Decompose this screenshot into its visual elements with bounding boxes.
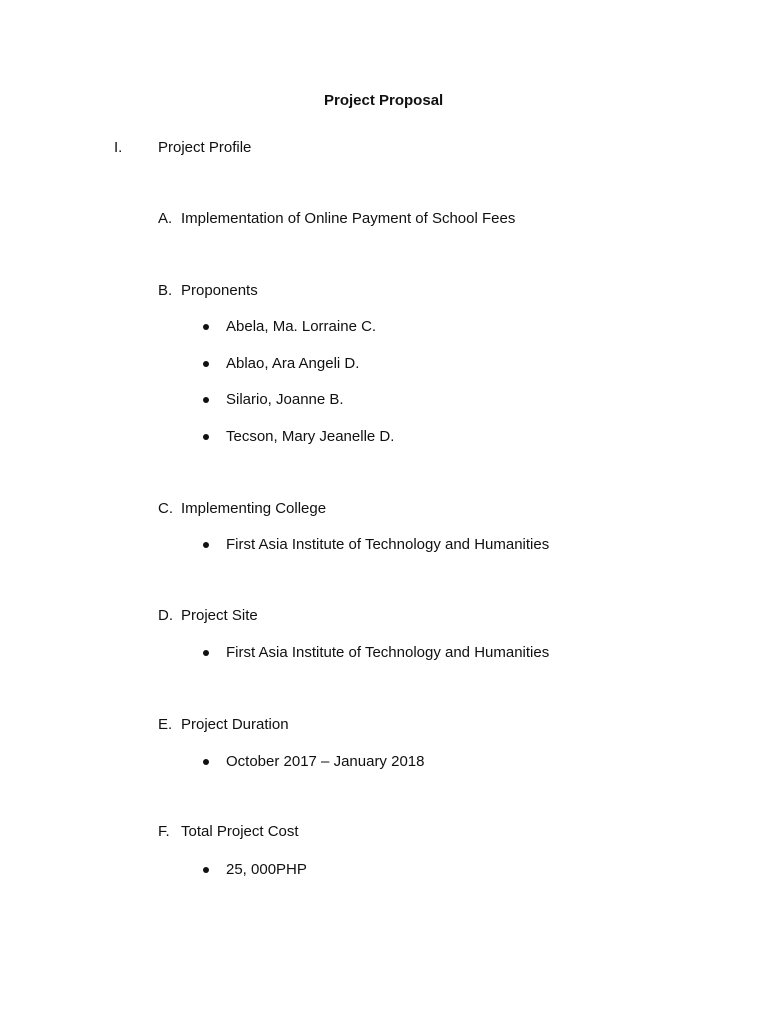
item-letter-e: E. [158, 716, 173, 733]
item-label-e: Project Duration [181, 716, 289, 733]
bullet-text: Silario, Joanne B. [226, 391, 344, 408]
section-numeral: I. [114, 139, 123, 156]
item-letter-f: F. [158, 823, 170, 840]
item-letter-d: D. [158, 607, 173, 624]
bullet-dot [203, 397, 209, 403]
bullet-text: First Asia Institute of Technology and Humanities [226, 536, 550, 553]
section-heading: Project Profile [158, 139, 252, 156]
bullet-dot [203, 434, 209, 440]
bullet-text: Tecson, Mary Jeanelle D. [226, 428, 395, 445]
bullet-text: October 2017 – January 2018 [226, 753, 425, 770]
bullet-dot [203, 324, 209, 330]
document-title: Project Proposal [324, 92, 444, 109]
item-label-d: Project Site [181, 607, 258, 624]
bullet-text: 25, 000PHP [226, 861, 307, 878]
item-label-a: Implementation of Online Payment of School Fees [181, 210, 516, 227]
bullet-dot [203, 361, 209, 367]
bullet-dot [203, 542, 209, 548]
item-label-f: Total Project Cost [181, 823, 299, 840]
item-letter-b: B. [158, 282, 173, 299]
bullet-dot [203, 650, 209, 656]
item-letter-a: A. [158, 210, 173, 227]
item-letter-c: C. [158, 500, 173, 517]
bullet-text: Ablao, Ara Angeli D. [226, 355, 360, 372]
bullet-dot [203, 867, 209, 873]
bullet-text: First Asia Institute of Technology and Humanities [226, 644, 550, 661]
item-label-c: Implementing College [181, 500, 327, 517]
bullet-dot [203, 759, 209, 765]
item-label-b: Proponents [181, 282, 258, 299]
bullet-text: Abela, Ma. Lorraine C. [226, 318, 377, 335]
